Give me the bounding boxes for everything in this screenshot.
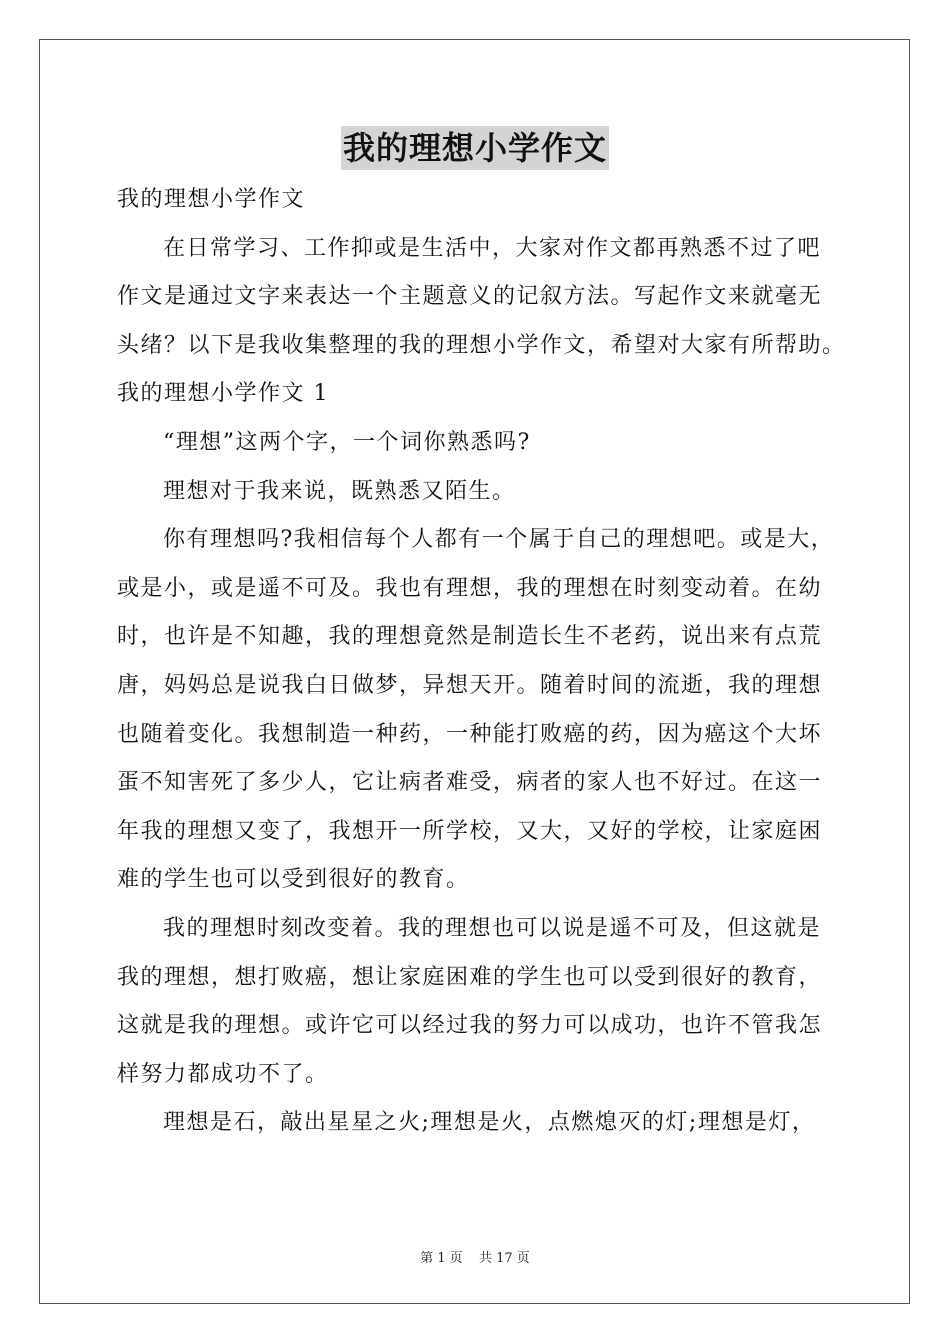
text-line: 也随着变化。我想制造一种药，一种能打败癌的药，因为癌这个大坏: [117, 721, 823, 747]
text-line: 蛋不知害死了多少人，它让病者难受，病者的家人也不好过。在这一: [117, 770, 823, 796]
page-total: 共 17 页: [478, 1251, 530, 1266]
text-line: 在日常学习、工作抑或是生活中，大家对作文都再熟悉不过了吧: [163, 235, 822, 261]
text-line: 我的理想小学作文: [117, 187, 306, 212]
text-line: 时，也许是不知趣，我的理想竟然是制造长生不老药，说出来有点荒: [117, 624, 823, 650]
text-line: 或是小，或是遥不可及。我也有理想，我的理想在时刻变动着。在幼: [117, 575, 823, 601]
text-line: 年我的理想又变了，我想开一所学校，又大，又好的学校，让家庭困: [117, 818, 823, 844]
text-line: 我的理想小学作文 1: [117, 381, 329, 407]
text-line: 难的学生也可以受到很好的教育。: [117, 867, 470, 893]
document-title: 我的理想小学作文: [341, 126, 609, 170]
text-line: 作文是通过文字来表达一个主题意义的记叙方法。写起作文来就毫无: [117, 284, 823, 310]
text-line: 样努力都成功不了。: [117, 1061, 329, 1087]
text-line: 我的理想，想打败癌，想让家庭困难的学生也可以受到很好的教育，: [117, 964, 823, 990]
text-line: “理想”这两个字，一个词你熟悉吗?: [163, 429, 531, 455]
text-line: 唐，妈妈总是说我白日做梦，异想天开。随着时间的流逝，我的理想: [117, 672, 823, 698]
text-line: 我的理想时刻改变着。我的理想也可以说是遥不可及，但这就是: [163, 915, 822, 941]
text-line: 头绪？以下是我收集整理的我的理想小学作文，希望对大家有所帮助。: [117, 332, 846, 358]
text-line: 这就是我的理想。或许它可以经过我的努力可以成功，也许不管我怎: [117, 1013, 823, 1039]
page-number: 第 1 页: [420, 1251, 463, 1266]
text-line: 理想是石，敲出星星之火;理想是火，点燃熄灭的灯;理想是灯，: [163, 1110, 816, 1136]
text-line: 你有理想吗?我相信每个人都有一个属于自己的理想吧。或是大，: [163, 527, 835, 553]
text-line: 理想对于我来说，既熟悉又陌生。: [163, 478, 516, 504]
page-footer: [0, 1247, 950, 1266]
document-body: [117, 176, 846, 1148]
title-container: [0, 126, 950, 170]
